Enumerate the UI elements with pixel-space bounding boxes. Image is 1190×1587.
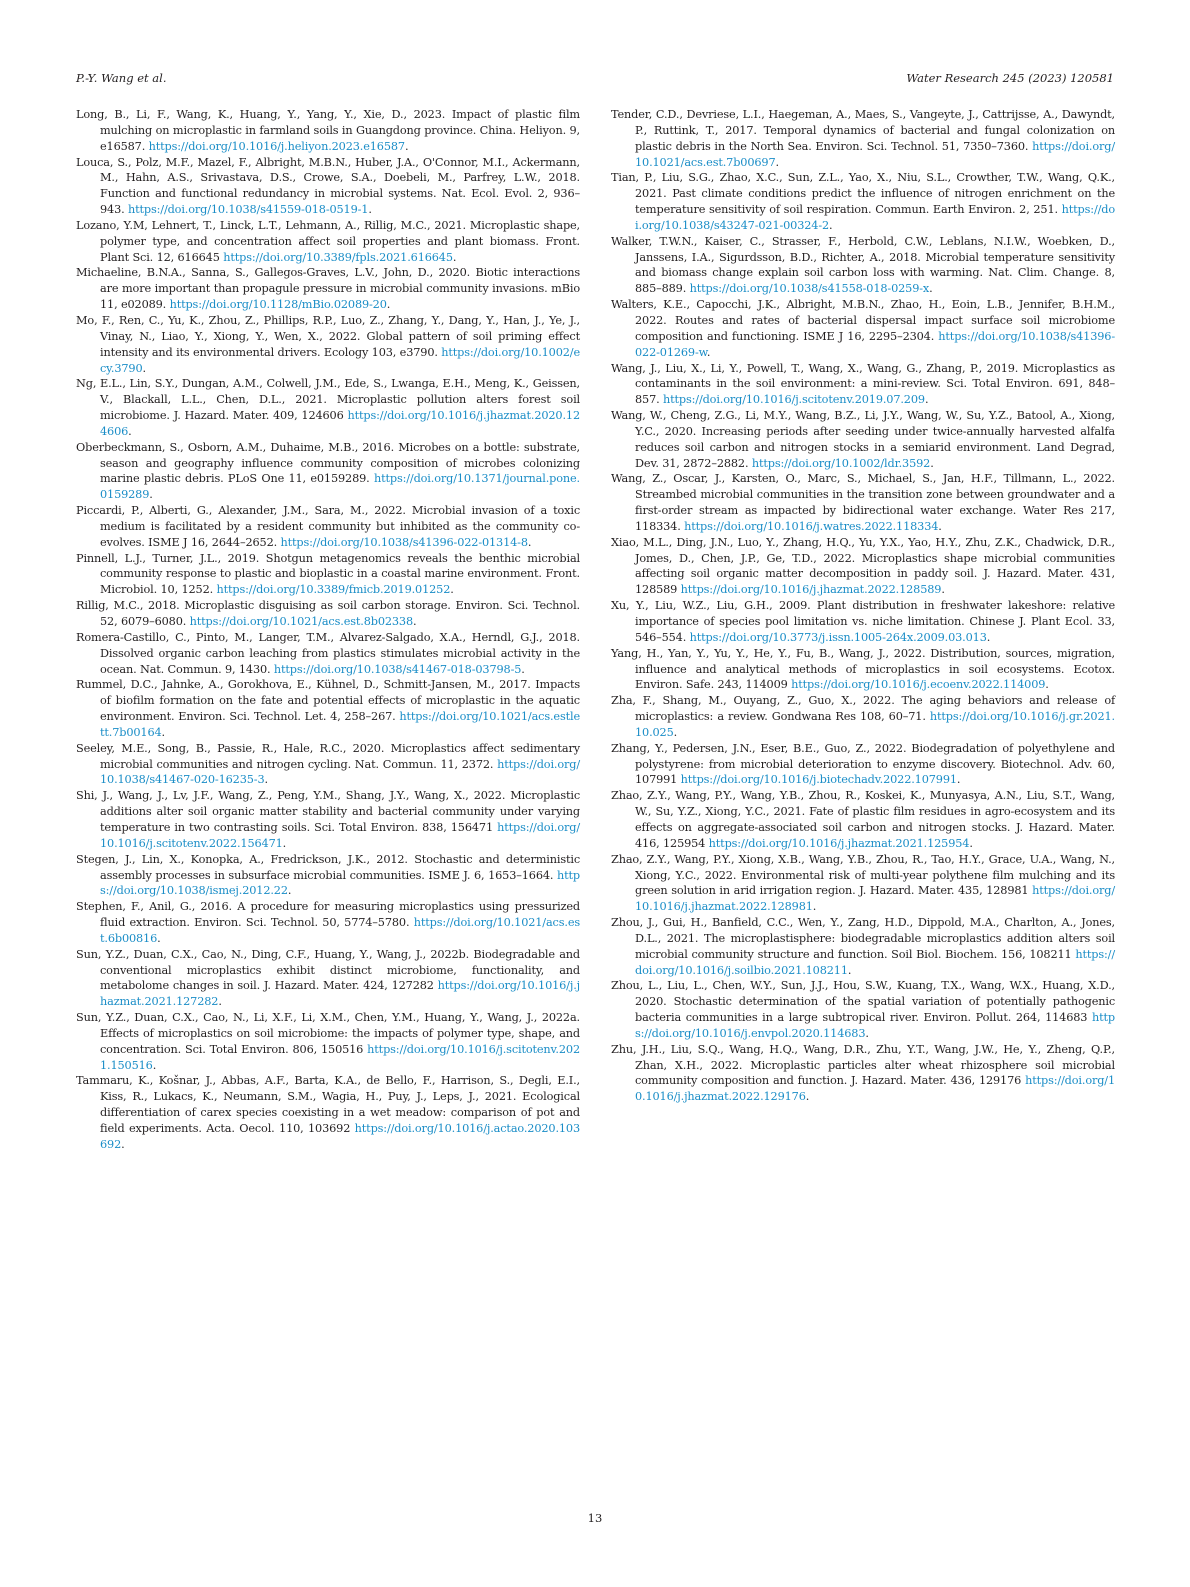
reference-end: . (452, 250, 457, 264)
reference-text: Zhang, Y., Pedersen, J.N., Eser, B.E., Guo, Z., 2022. Biodegradation of polyethylene and polystyrene: from microbial deterioration to enzyme discovery. Biotechnol. Adv. 60, 107991 (611, 741, 1115, 787)
doi-link[interactable]: https://doi.org/10.1038/s41396-022-01269-w (635, 329, 1115, 359)
reference-end: . (287, 884, 292, 898)
reference-text: Walters, K.E., Capocchi, J.K., Albright, M.B.N., Zhao, H., Eoin, L.B., Jennifer, B.H.M., 2022. Routes and rates of bacterial dispersal impact surface soil microbiome composition and functioning. ISME J 16, 2295–2304. (611, 298, 1115, 343)
reference-end: . (128, 424, 132, 438)
reference-end: . (775, 155, 779, 169)
doi-link[interactable]: https://doi.org/10.1021/acs.est.6b00816 (100, 916, 580, 945)
reference-end: . (527, 535, 532, 549)
reference-text: Long, B., Li, F., Wang, K., Huang, Y., Yang, Y., Xie, D., 2023. Impact of plastic film mulching on microplastic in farmland soils in Guangdong province. China. Heliyon. 9, e16587. (76, 108, 580, 153)
reference-end: . (930, 456, 934, 470)
doi-link[interactable]: https://doi.org/10.1016/j.biotechadv.2022.107991 (680, 773, 957, 787)
doi-link[interactable]: https://doi.org/10.1038/s41467-020-16235-3 (100, 757, 580, 787)
references-right-column (611, 107, 1115, 1105)
reference-entry (76, 677, 580, 740)
reference-text: Shi, J., Wang, J., Lv, J.F., Wang, Z., Peng, Y.M., Shang, J.Y., Wang, X., 2022. Microplastic additions alter soil organic matter stability and bacterial community under varying temperature in two contrasting soils. Sci. Total Environ. 838, 156471 (76, 789, 580, 834)
reference-entry (76, 852, 580, 900)
reference-text: Romera-Castillo, C., Pinto, M., Langer, T.M., Alvarez-Salgado, X.A., Herndl, G.J., 2018. Dissolved organic carbon leaching from plastics stimulates microbial activity in the ocean. Nat. Commun. 9, 1430. (76, 630, 580, 676)
reference-text: Wang, W., Cheng, Z.G., Li, M.Y., Wang, B.Z., Li, J.Y., Wang, W., Su, Y.Z., Batool, A., Xiong, Y.C., 2020. Increasing periods after seeding under twice-annually harvested alfalfa reduces soil carbon and nitrogen stocks in a semiarid environment. Land Degrad, Dev. 31, 2872–2882. (611, 409, 1115, 470)
page-number: 13 (587, 1511, 603, 1525)
reference-entry (611, 646, 1115, 694)
reference-entry (611, 693, 1115, 741)
doi-link[interactable]: https://doi.org/10.3773/j.issn.1005-264x.2009.03.013 (689, 630, 987, 644)
header-authors: P.-Y. Wang et al. (76, 71, 167, 85)
reference-end: . (847, 963, 852, 977)
reference-end: . (218, 995, 222, 1009)
reference-entry (611, 535, 1115, 598)
doi-link[interactable]: https://doi.org/10.1016/j.actao.2020.103692 (100, 1122, 580, 1151)
reference-entry (76, 107, 580, 155)
reference-entry (76, 440, 580, 503)
reference-end: . (673, 725, 678, 739)
reference-end: . (413, 615, 417, 628)
reference-entry (611, 852, 1115, 915)
doi-link[interactable]: https://doi.org/10.1038/s43247-021-00324-2 (635, 203, 1115, 232)
doi-link[interactable]: https://doi.org/10.1016/j.scitotenv.2022.156471 (100, 820, 580, 850)
doi-link[interactable]: https://doi.org/10.1038/s41396-022-01314-8 (280, 535, 528, 549)
doi-link[interactable]: https://doi.org/10.1016/j.jhazmat.2022.128589 (680, 583, 942, 597)
reference-text: Stegen, J., Lin, X., Konopka, A., Fredrickson, J.K., 2012. Stochastic and deterministic assembly processes in subsurface microbial communities. ISME J. 6, 1653–1664. (76, 852, 580, 882)
reference-entry (76, 265, 580, 313)
reference-end: . (386, 298, 391, 312)
doi-link[interactable]: https://doi.org/10.1002/ecy.3790 (100, 345, 580, 375)
reference-end: . (929, 282, 933, 296)
doi-link[interactable]: https://doi.org/10.3389/fmicb.2019.01252 (216, 583, 451, 597)
reference-entry (76, 218, 580, 266)
reference-end: . (924, 393, 929, 407)
reference-text: Walker, T.W.N., Kaiser, C., Strasser, F., Herbold, C.W., Leblans, N.I.W., Woebken, D., Janssens, I.A., Sigurdsson, B.D., Richter, A., 2018. Microbial temperature sensitivity and biomass change explain soil carbon loss with warming. Nat. Clim. Change. 8, 885–889. (611, 234, 1115, 296)
doi-link[interactable]: https://doi.org/10.1016/j.scitotenv.2019.07.209 (663, 393, 925, 407)
references-left-column (76, 107, 580, 1153)
reference-end: . (986, 630, 991, 644)
doi-link[interactable]: https://doi.org/10.1016/j.jhazmat.2021.125954 (708, 836, 970, 850)
reference-text: Tian, P., Liu, S.G., Zhao, X.C., Sun, Z.L., Yao, X., Niu, S.L., Crowther, T.W., Wang, Q.K., 2021. Past climate conditions predict the influence of nitrogen enrichment on the temperature sensitivity of soil respiration. Commun. Earth Environ. 2, 251. (611, 171, 1115, 217)
doi-link[interactable]: https://doi.org/10.1038/s41558-018-0259-x (689, 282, 930, 296)
doi-link[interactable]: https://doi.org/10.1128/mBio.02089-20 (169, 298, 387, 312)
reference-text: Seeley, M.E., Song, B., Passie, R., Hale, R.C., 2020. Microplastics affect sedimentary microbial communities and nitrogen cycling. Nat. Commun. 11, 2372. (76, 741, 580, 771)
reference-end: . (368, 203, 372, 217)
doi-link[interactable]: https://doi.org/10.1016/j.heliyon.2023.e16587 (148, 139, 405, 153)
reference-text: Zhou, L., Liu, L., Chen, W.Y., Sun, J.J., Hou, S.W., Kuang, T.X., Wang, W.X., Huang, X.D., 2020. Stochastic determination of the spatial variation of potentially pathogenic bacteria communities in a large subtropical river. Environ. Pollut. 264, 114683 (611, 979, 1115, 1025)
doi-link[interactable]: https://doi.org/10.1016/j.jhazmat.2021.127282 (100, 979, 580, 1009)
reference-text: Zha, F., Shang, M., Ouyang, Z., Guo, X., 2022. The aging behaviors and release of microplastics: a review. Gondwana Res 108, 60–71. (611, 694, 1115, 724)
reference-text: Pinnell, L.J., Turner, J.L., 2019. Shotgun metagenomics reveals the benthic microbial community response to plastic and bioplastic in a coastal marine environment. Front. Microbiol. 10, 1252. (76, 551, 580, 597)
reference-end: . (157, 931, 161, 945)
doi-link[interactable]: https://doi.org/10.1371/journal.pone.0159289 (100, 472, 580, 502)
reference-entry (76, 899, 580, 947)
doi-link[interactable]: https://doi.org/10.1038/ismej.2012.22 (100, 868, 580, 898)
reference-entry (611, 107, 1115, 170)
reference-text: Oberbeckmann, S., Osborn, A.M., Duhaime, M.B., 2016. Microbes on a bottle: substrate, season and geography influence community composition of microbes colonizing marine plastic debris. PLoS One 11, e0159289. (76, 440, 580, 486)
reference-end: . (450, 583, 454, 597)
reference-entry (611, 297, 1115, 360)
doi-link[interactable]: https://doi.org/10.1016/j.soilbio.2021.108211 (635, 947, 1115, 977)
running-header (76, 71, 1114, 89)
reference-entry (611, 978, 1115, 1041)
reference-text: Ng, E.L., Lin, S.Y., Dungan, A.M., Colwell, J.M., Ede, S., Lwanga, E.H., Meng, K., Geissen, V., Blackall, L.L., Chen, D.L., 2021. Microplastic pollution alters forest soil microbiome. J. Hazard. Mater. 409, 124606 (76, 377, 580, 423)
reference-entry (76, 741, 580, 789)
reference-entry (76, 1010, 580, 1073)
reference-entry (76, 376, 580, 439)
doi-link[interactable]: https://doi.org/10.3389/fpls.2021.616645 (223, 250, 453, 264)
reference-end: . (706, 345, 711, 359)
reference-entry (611, 1042, 1115, 1105)
doi-link[interactable]: https://doi.org/10.1016/j.gr.2021.10.025 (635, 710, 1115, 739)
doi-link[interactable]: https://doi.org/10.1038/s41559-018-0519-1 (128, 203, 369, 217)
reference-entry (76, 788, 580, 851)
doi-link[interactable]: https://doi.org/10.1016/j.jhazmat.2020.124606 (100, 409, 580, 438)
header-journal: Water Research 245 (2023) 120581 (906, 71, 1114, 85)
reference-text: Michaeline, B.N.A., Sanna, S., Gallegos-Graves, L.V., John, D., 2020. Biotic interactions are more important than propagule pressure in microbial community invasions. mBio 11, e02089. (76, 266, 580, 312)
reference-end: . (938, 519, 942, 533)
reference-end: . (941, 583, 945, 597)
reference-text: Rillig, M.C., 2018. Microplastic disguising as soil carbon storage. Environ. Sci. Technol. 52, 6079–6080. (76, 599, 580, 628)
reference-end: . (152, 1058, 157, 1072)
reference-text: Tender, C.D., Devriese, L.I., Haegeman, A., Maes, S., Vangeyte, J., Cattrijsse, A., Dawyndt, P., Ruttink, T., 2017. Temporal dynamics of bacterial and fungal colonization on plastic debris in the North Sea. Environ. Sci. Technol. 51, 7350–7360. (611, 108, 1115, 153)
doi-link[interactable]: https://doi.org/10.1038/s41467-018-03798-5 (273, 662, 522, 676)
reference-end: . (142, 361, 146, 375)
reference-end: . (521, 662, 525, 676)
reference-text: Wang, J., Liu, X., Li, Y., Powell, T., Wang, X., Wang, G., Zhang, P., 2019. Microplastics as contaminants in the soil environment: a mini-review. Sci. Total Environ. 691, 848–857. (611, 361, 1115, 407)
reference-end: . (812, 900, 817, 914)
doi-link[interactable]: https://doi.org/10.1016/j.envpol.2020.114683 (635, 1011, 1115, 1040)
reference-entry (76, 155, 580, 218)
reference-end: . (1045, 678, 1049, 692)
reference-end: . (829, 218, 833, 232)
reference-end: . (969, 836, 973, 850)
reference-text: Louca, S., Polz, M.F., Mazel, F., Albright, M.B.N., Huber, J.A., O'Connor, M.I., Ackermann, M., Hahn, A.S., Srivastava, D.S., Crowe, S.A., Doebeli, M., Parfrey, L.W., 2018. Function and functional redundancy in microbial systems. Nat. Ecol. Evol. 2, 936–943. (76, 155, 580, 217)
doi-link[interactable]: https://doi.org/10.1016/j.watres.2022.118334 (684, 519, 939, 533)
reference-end: . (956, 773, 961, 787)
reference-end: . (264, 773, 268, 787)
doi-link[interactable]: https://doi.org/10.1016/j.jhazmat.2022.129176 (635, 1074, 1115, 1104)
doi-link[interactable]: https://doi.org/10.1002/ldr.3592 (751, 456, 931, 470)
reference-text: Stephen, F., Anil, G., 2016. A procedure for measuring microplastics using pressurized fluid extraction. Environ. Sci. Technol. 50, 5774–5780. (76, 900, 580, 930)
reference-end: . (149, 488, 153, 502)
reference-text: Lozano, Y.M, Lehnert, T., Linck, L.T., Lehmann, A., Rillig, M.C., 2021. Microplastic shape, polymer type, and concentration affect soil properties and plant biomass. Front. Plant Sci. 12, 616645 (76, 218, 580, 264)
reference-text: Xiao, M.L., Ding, J.N., Luo, Y., Zhang, H.Q., Yu, Y.X., Yao, H.Y., Zhu, Z.K., Chadwick, D.R., Jomes, D., Chen, J.P., Ge, T.D., 2022. Microplastics shape microbial communities affecting soil organic matter decomposition in paddy soil. J. Hazard. Mater. 431, 128589 (611, 535, 1115, 597)
reference-entry (611, 788, 1115, 851)
reference-text: Zhu, J.H., Liu, S.Q., Wang, H.Q., Wang, D.R., Zhu, Y.T., Wang, J.W., He, Y., Zheng, Q.P., Zhan, X.H., 2022. Microplastic particles alter wheat rhizosphere soil microbial community composition and function. J. Hazard. Mater. 436, 129176 (611, 1042, 1115, 1088)
reference-entry (76, 551, 580, 599)
reference-end: . (282, 836, 287, 850)
reference-entry (76, 503, 580, 551)
reference-entry (611, 915, 1115, 978)
reference-entry (611, 361, 1115, 409)
reference-end: . (805, 1090, 810, 1104)
reference-entry (611, 408, 1115, 471)
reference-end: . (161, 725, 165, 739)
reference-text: Tammaru, K., Košnar, J., Abbas, A.F., Barta, K.A., de Bello, F., Harrison, S., Degli, E.I., Kiss, R., Lukacs, K., Neumann, S.M., Wagia, H., Puy, J., Leps, J., 2021. Ecological differentiation of carex species coexisting in a wet meadow: comparison of pot and field experiments. Acta. Oecol. 110, 103692 (76, 1074, 580, 1135)
reference-text: Zhou, J., Gui, H., Banfield, C.C., Wen, Y., Zang, H.D., Dippold, M.A., Charlton, A., Jones, D.L., 2021. The microplastisphere: biodegradable microplastics addition alters soil microbial community structure and function. Soil Biol. Biochem. 156, 108211 (611, 916, 1115, 961)
reference-text: Rummel, D.C., Jahnke, A., Gorokhova, E., Kühnel, D., Schmitt-Jansen, M., 2017. Impacts of biofilm formation on the fate and potential effects of microplastic in the aquatic environment. Environ. Sci. Technol. Let. 4, 258–267. (76, 678, 580, 724)
reference-end: . (121, 1137, 125, 1151)
reference-entry (611, 234, 1115, 297)
doi-link[interactable]: https://doi.org/10.1016/j.jhazmat.2022.128981 (635, 884, 1115, 914)
reference-text: Yang, H., Yan, Y., Yu, Y., He, Y., Fu, B., Wang, J., 2022. Distribution, sources, migration, influence and analytical methods of microplastics in soil ecosystems. Ecotox. Environ. Safe. 243, 114009 (611, 646, 1115, 692)
reference-end: . (404, 139, 409, 153)
reference-text: Xu, Y., Liu, W.Z., Liu, G.H., 2009. Plant distribution in freshwater lakeshore: relative importance of species pool limitation vs. niche limitation. Chinese J. Plant Ecol. 33, 546–554. (611, 599, 1115, 644)
reference-entry (611, 598, 1115, 646)
reference-text: Sun, Y.Z., Duan, C.X., Cao, N., Ding, C.F., Huang, Y., Wang, J., 2022b. Biodegradable and conventional microplastics exhibit distinct microbiome, functionality, and metabolome changes in soil. J. Hazard. Mater. 424, 127282 (76, 947, 580, 993)
reference-entry (76, 630, 580, 678)
reference-entry (76, 947, 580, 1010)
reference-entry (76, 313, 580, 376)
doi-link[interactable]: https://doi.org/10.1021/acs.estlett.7b00164 (100, 710, 580, 739)
doi-link[interactable]: https://doi.org/10.1021/acs.est.7b00697 (635, 139, 1115, 169)
reference-text: Wang, Z., Oscar, J., Karsten, O., Marc, S., Michael, S., Jan, H.F., Tillmann, L., 2022. Streambed microbial communities in the transition zone between groundwater and a first-order stream as impacted by bidirectional water exchange. Water Res 217, 118334. (611, 472, 1115, 533)
reference-text: Sun, Y.Z., Duan, C.X., Cao, N., Li, X.F., Li, X.M., Chen, Y.M., Huang, Y., Wang, J., 2022a. Effects of microplastics on soil microbiome: the impacts of polymer type, shape, and concentration. Sci. Total Environ. 806, 150516 (76, 1011, 580, 1056)
reference-end: . (865, 1026, 869, 1040)
reference-text: Piccardi, P., Alberti, G., Alexander, J.M., Sara, M., 2022. Microbial invasion of a toxic medium is facilitated by a resident community but inhibited as the community co-evolves. ISME J 16, 2644–2652. (76, 504, 580, 549)
doi-link[interactable]: https://doi.org/10.1016/j.scitotenv.2021.150516 (100, 1042, 580, 1072)
doi-link[interactable]: https://doi.org/10.1021/acs.est.8b02338 (189, 615, 414, 628)
reference-entry (76, 1073, 580, 1152)
reference-text: Zhao, Z.Y., Wang, P.Y., Wang, Y.B., Zhou, R., Koskei, K., Munyasya, A.N., Liu, S.T., Wang, W., Su, Y.Z., Xiong, Y.C., 2021. Fate of plastic film residues in agro-ecosystem and its effects on aggregate-associated soil carbon and nitrogen stocks. J. Hazard. Mater. 416, 125954 (611, 789, 1115, 850)
reference-entry (611, 471, 1115, 534)
reference-entry (611, 170, 1115, 233)
reference-text: Mo, F., Ren, C., Yu, K., Zhou, Z., Phillips, R.P., Luo, Z., Zhang, Y., Dang, Y., Han, J., Ye, J., Vinay, N., Liao, Y., Xiong, Y., Wen, X., 2022. Global pattern of soil priming effect intensity and its environmental drivers. Ecology 103, e3790. (76, 313, 580, 359)
reference-text: Zhao, Z.Y., Wang, P.Y., Xiong, X.B., Wang, Y.B., Zhou, R., Tao, H.Y., Grace, U.A., Wang, N., Xiong, Y.C., 2022. Environmental risk of multi-year polythene film mulching and its green solution in arid irrigation region. J. Hazard. Mater. 435, 128981 (611, 852, 1115, 898)
reference-entry (76, 598, 580, 630)
doi-link[interactable]: https://doi.org/10.1016/j.ecoenv.2022.114009 (791, 678, 1046, 692)
reference-entry (611, 741, 1115, 789)
